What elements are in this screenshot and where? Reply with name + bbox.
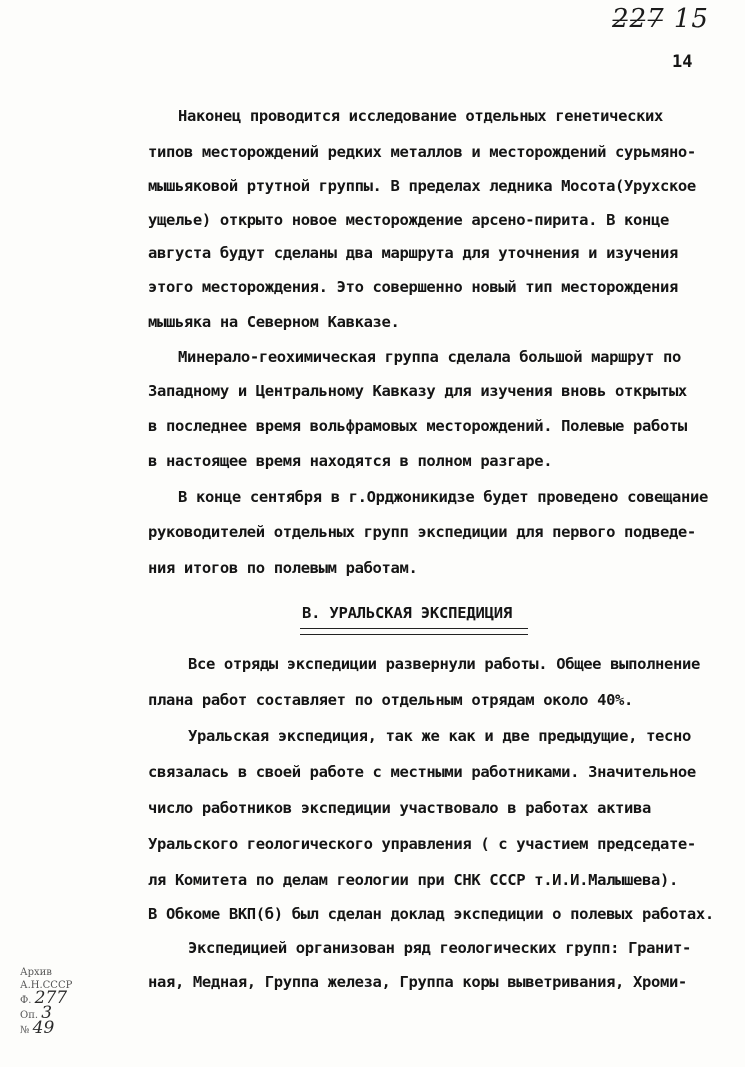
stamp-academy-label: А.Н.СССР [20, 980, 73, 991]
text-line: ния итогов по полевым работам. [148, 559, 418, 577]
text-line: в настоящее время находятся в полном разгаре. [148, 452, 553, 470]
section-heading: В. УРАЛЬСКАЯ ЭКСПЕДИЦИЯ [302, 604, 513, 622]
stamp-archive-label: Архив [20, 967, 52, 978]
text-line: руководителей отдельных групп экспедиции для первого подведе- [148, 523, 696, 541]
text-line: число работников экспедиции участвовало в работах актива [148, 799, 651, 817]
text-line: Западному и Центральному Кавказу для изучения вновь открытых [148, 382, 687, 400]
text-line: августа будут сделаны два маршрута для уточнения и изучения [148, 244, 678, 262]
stamp-fond-label: Ф. [20, 995, 32, 1006]
text-line: связалась в своей работе с местными работниками. Значительное [148, 763, 696, 781]
stamp-number-row [20, 1018, 100, 1038]
text-line: мышьяка на Северном Кавказе. [148, 313, 400, 331]
heading-underline [300, 634, 528, 635]
heading-underline [300, 628, 528, 629]
archive-stamp [20, 966, 100, 1037]
stamp-fond-row [20, 988, 100, 1008]
text-line: плана работ составляет по отдельным отрядам около 40%. [148, 691, 634, 709]
text-line: этого месторождения. Это совершенно новый тип месторождения [148, 278, 678, 296]
text-line: В конце сентября в г.Орджоникидзе будет проведено совещание [178, 488, 708, 506]
stamp-opis-label: Оп. [20, 1010, 39, 1021]
stamp-opis-value: 3 [41, 1003, 53, 1023]
stamp-number-value: 49 [32, 1018, 55, 1038]
text-line: ля Комитета по делам геологии при СНК СССР т.И.И.Малышева). [148, 871, 678, 889]
text-line: типов месторождений редких металлов и месторождений сурьмяно- [148, 143, 696, 161]
text-line: ная, Медная, Группа железа, Группа коры выветривания, Хроми- [148, 973, 687, 991]
text-line: Минерало-геохимическая группа сделала большой маршрут по [178, 348, 681, 366]
stamp-fond-value: 277 [34, 988, 68, 1008]
text-line: ущелье) открыто новое месторождение арсено-пирита. В конце [148, 211, 669, 229]
stamp-number-label: № [20, 1025, 30, 1036]
text-line: в последнее время вольфрамовых месторождений. Полевые работы [148, 417, 687, 435]
text-line: мышьяковой ртутной группы. В пределах ледника Мосота(Урухское [148, 177, 696, 195]
text-line: Все отряды экспедиции развернули работы. Общее выполнение [188, 655, 700, 673]
text-line: Уральская экспедиция, так же как и две предыдущие, тесно [188, 727, 691, 745]
text-line: В Обкоме ВКП(б) был сделан доклад экспедиции о полевых работах. [148, 905, 714, 923]
handwritten-folio-number: 2̶2̶7̶ 15 [612, 4, 709, 34]
text-line: Наконец проводится исследование отдельных генетических [178, 107, 664, 125]
page-number: 14 [672, 52, 693, 72]
text-line: Уральского геологического управления ( с участием председате- [148, 835, 696, 853]
text-line: Экспедицией организован ряд геологических групп: Гранит- [188, 939, 691, 957]
